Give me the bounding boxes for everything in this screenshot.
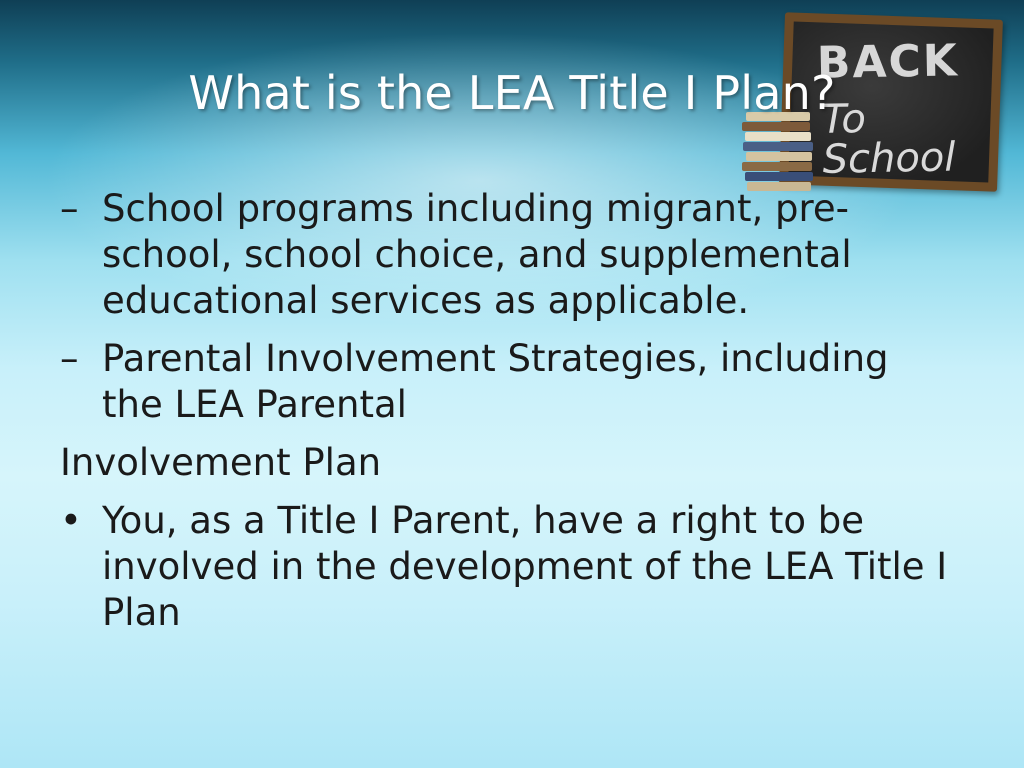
list-item-text: You, as a Title I Parent, have a right to be involved in the development of the LEA Title I Plan xyxy=(102,499,948,634)
book xyxy=(742,122,810,131)
list-item xyxy=(60,186,960,324)
book xyxy=(745,132,811,141)
list-item-text: Parental Involvement Strategies, including the LEA Parental xyxy=(102,337,889,426)
list-item-text: School programs including migrant, pre-school, school choice, and supplemental educational services as applicable. xyxy=(102,187,852,322)
slide-body xyxy=(60,186,960,648)
book xyxy=(743,142,813,151)
slide-title: What is the LEA Title I Plan? xyxy=(188,66,836,120)
chalkboard-text-back: BACK xyxy=(816,35,960,89)
bullet-marker: • xyxy=(60,499,82,542)
book-stack-image xyxy=(742,112,814,190)
book xyxy=(746,152,812,161)
list-item xyxy=(60,498,960,636)
chalkboard-text-school: To School xyxy=(821,96,956,183)
book xyxy=(742,162,812,171)
dash-marker: – xyxy=(60,187,79,230)
list-item-text: Involvement Plan xyxy=(60,441,382,484)
list-item xyxy=(60,336,960,428)
book xyxy=(745,172,813,181)
list-item xyxy=(60,440,960,486)
dash-marker: – xyxy=(60,337,79,380)
